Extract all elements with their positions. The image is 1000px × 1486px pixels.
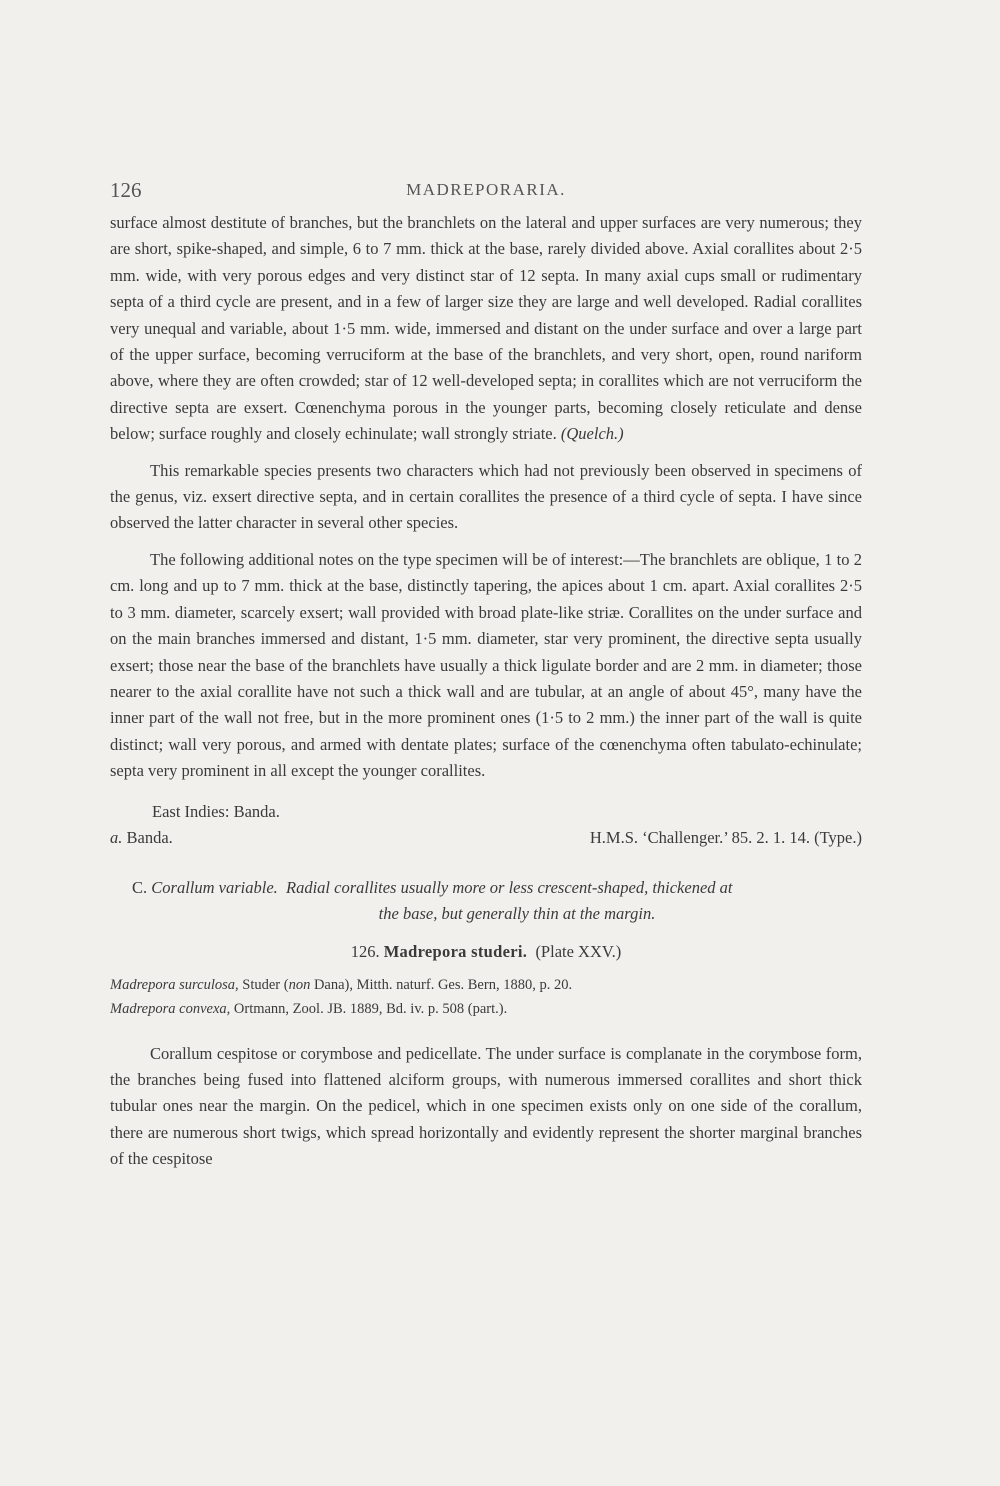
document-page [110, 178, 862, 1173]
synonym-non: non [288, 976, 311, 993]
section-c-desc-2: the base, but generally thin at the margin. [378, 903, 656, 923]
species-name: Madrepora studeri. [383, 941, 528, 961]
page-header [110, 178, 862, 210]
synonym-name: Madrepora convexa, [110, 1000, 231, 1017]
specimen-letter: a. [110, 827, 123, 847]
paragraph-type-notes: The following additional notes on the type specimen will be of interest:—The branchlets are oblique, 1 to 2 cm. long and up to 7 mm. thick at the base, distinctly tapering, the apices about 1 cm. apart. Axial corallites 2·5 to 3 mm. diameter, scarcely exsert; wall provided with broad plate-like striæ. Corallites on the under surface and on the main branches immersed and distant, 1·5 mm. diameter, star very prominent, the directive septa usually exsert; those near the base of the branchlets have usually a thick ligulate border and are 2 mm. in diameter; those nearer to the axial corallite have not such a thick wall and are tubular, at an angle of about 45°, many have the inner part of the wall not free, but in the more prominent ones (1·5 to 2 mm.) the inner part of the wall is quite distinct; wall very porous, and armed with dentate plates; surface of the cœnenchyma often tabulato-echinulate; septa very prominent in all except the younger corallites. [110, 549, 862, 781]
species-plate: (Plate XXV.) [535, 941, 622, 961]
section-c-desc-1: Radial corallites usually more or less crescent-shaped, thickened at [286, 877, 733, 897]
species-number: 126. [350, 941, 380, 961]
synonym-ref: Ortmann, Zool. JB. 1889, Bd. iv. p. 508 (part.). [233, 1000, 508, 1017]
section-c-first-line [132, 875, 862, 901]
specimen-place: Banda. [126, 827, 173, 847]
page-number: 126 [110, 178, 142, 202]
specimen-row [110, 825, 862, 853]
synonym-ref-end: Dana), Mitth. naturf. Ges. Bern, 1880, p. 20. [310, 976, 573, 993]
paragraph-corallum: Corallum cespitose or corymbose and pedicellate. The under surface is complanate in the corymbose form, the branches being fused into flattened alciform groups, with numerous immersed corallites and short thick tubular ones near the margin. On the pedicel, which in one specimen exists only on one side of the corallum, there are numerous short twigs, which spread horizontally and evidently represent the shorter marginal branches of the cespitose [110, 1043, 862, 1169]
synonym-name: Madrepora surculosa, [110, 976, 239, 993]
paragraph-description [110, 210, 862, 448]
specimen-label [110, 825, 173, 851]
section-c-label: C. [132, 877, 148, 897]
synonym-line [110, 997, 862, 1021]
synonym-line [110, 973, 862, 997]
locality-line: East Indies: Banda. [152, 801, 280, 821]
running-head: MADREPORARIA. [406, 180, 566, 199]
paragraph-remarks: This remarkable species presents two characters which had not previously been observed in specimens of the genus, viz. exsert directive septa, and in certain corallites the presence of a third cycle of septa. I have since observed the latter character in several other species. [110, 460, 862, 533]
paragraph-description-text: surface almost destitute of branches, but the branchlets on the lateral and upper surfaces are very numerous; they are short, spike-shaped, and simple, 6 to 7 mm. thick at the base, rarely divided above. Axial corallites about 2·5 mm. wide, with very porous edges and very distinct star of 12 septa. In many axial cups small or rudimentary septa of a third cycle are present, and in a few of larger size they are large and well developed. Radial corallites very unequal and variable, about 1·5 mm. wide, immersed and distant on the under surface and over a large part of the upper surface, becoming verruciform at the base of the branchlets, and very short, open, round nariform above, where they are often crowded; star of 12 well-developed septa; in corallites which are not verruciform the directive septa are exsert. Cœnenchyma porous in the younger parts, becoming closely reticulate and dense below; surface roughly and closely echinulate; wall strongly striate. [110, 213, 862, 444]
synonym-ref: Studer ( [242, 976, 289, 993]
species-title [110, 939, 862, 965]
specimen-reference: H.M.S. ‘Challenger.’ 85. 2. 1. 14. (Type.) [589, 827, 862, 847]
synonym-list [110, 973, 862, 1021]
section-c-title: Corallum variable. [151, 877, 278, 897]
section-c-heading [110, 875, 862, 927]
citation-quelch: (Quelch.) [560, 424, 624, 444]
